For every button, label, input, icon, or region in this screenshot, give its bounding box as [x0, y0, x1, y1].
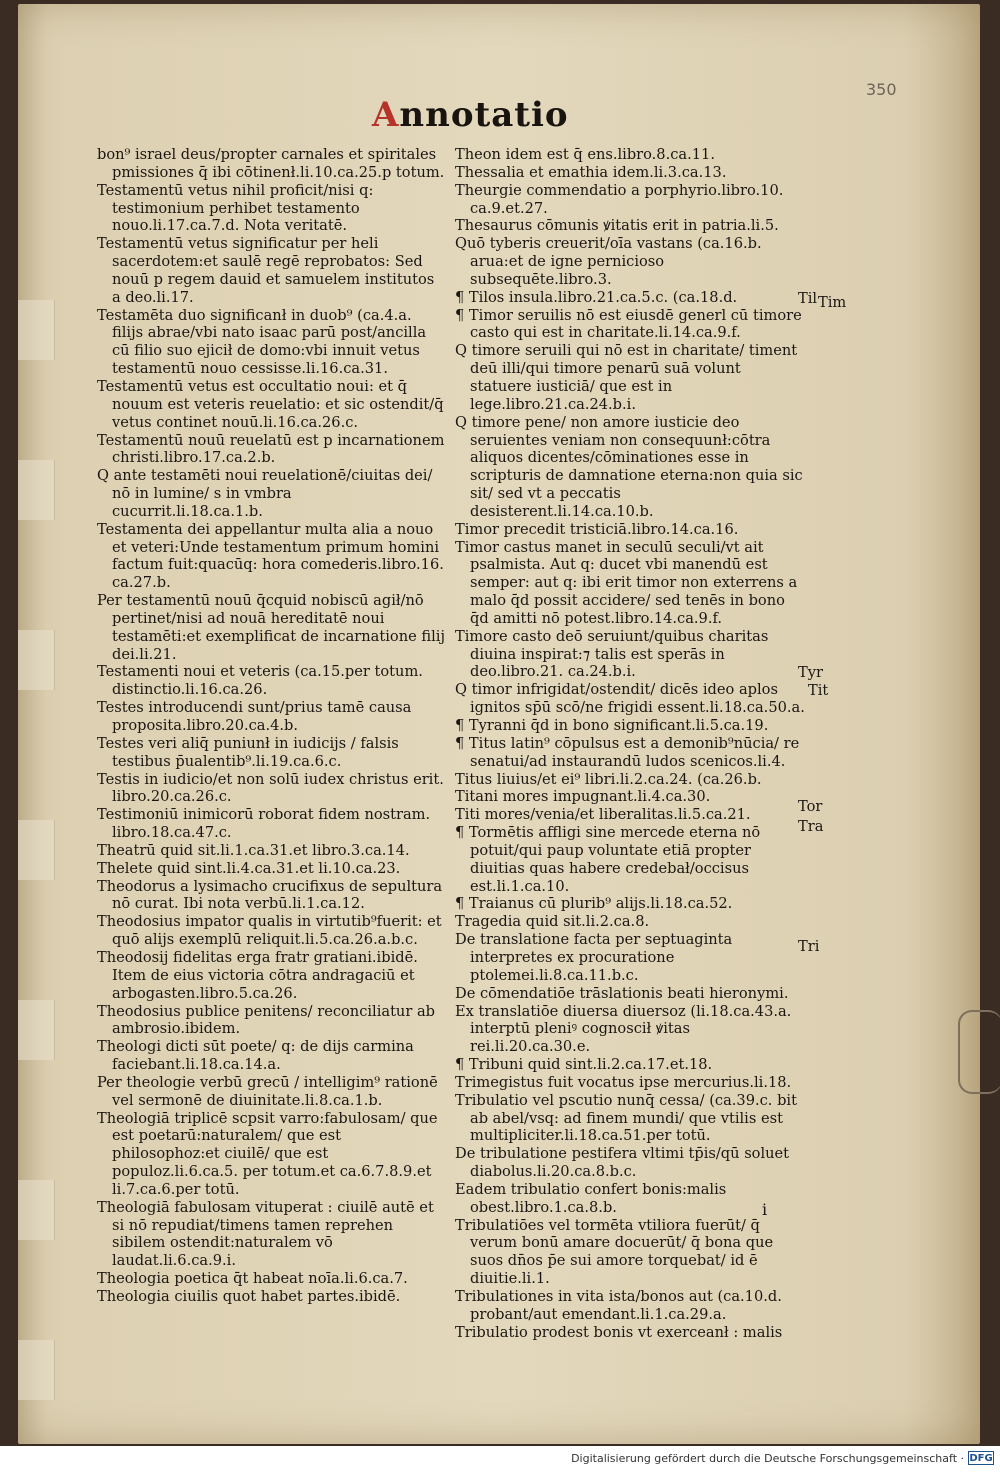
- index-column-right: [455, 146, 805, 1342]
- index-entry: Theurgie commendatio a porphyrio.libro.10. ca.9.et.27.: [455, 181, 784, 217]
- margin-note: Tra: [798, 818, 824, 835]
- index-entry: Testis in iudicio/et non solū iudex christus erit. libro.20.ca.26.c.: [97, 770, 444, 806]
- index-entry: Tribulationes in vita ista/bonos aut (ca.10.d. probant/aut emendant.li.1.ca.29.a.: [455, 1288, 782, 1323]
- index-entry: Tragedia quid sit.li.2.ca.8.: [455, 913, 650, 931]
- index-entry: Thesaurus cōmunis ꝟitatis erit in patria.li.5.: [455, 217, 779, 235]
- index-entry: ¶ Tribuni quid sint.li.2.ca.17.et.18.: [455, 1056, 713, 1074]
- index-entry: Q timore pene/ non amore iusticie deo seruientes veniam non consequunł:cōtra aliquos dicentes/cōminationes esse in scripturis de damnatione eterna:non quia sic sit/ sed vt a peccatis desisterent.li.14.ca.10.b.: [455, 413, 803, 520]
- index-entry: Titus liuius/et ei⁹ libri.li.2.ca.24. (ca.26.b.: [455, 770, 762, 788]
- index-entry: Per testamentū nouū q̄cquid nobiscū agił/nō pertinet/nisi ad nouā hereditatē noui testamēti:et exemplificat de incarnatione filij dei.li.21.: [97, 592, 445, 663]
- index-entry: Testamentū nouū reuelatū est p incarnationem christi.libro.17.ca.2.b.: [97, 431, 445, 467]
- index-entry: Testes veri aliq̄ puniunł in iudicijs / falsis testibus p̄ualentib⁹.li.19.ca.6.c.: [97, 734, 399, 770]
- index-entry: Theologia ciuilis quot habet partes.ibidē.: [97, 1288, 401, 1305]
- index-entry: Testamēta duo significanł in duob⁹ (ca.4.a. filijs abrae/vbi nato isaac parū post/ancilla cū filio suo ejicił de domo:vbi innuit vetus testamentū nouo cessisse.li.16.ca.31.: [97, 306, 427, 378]
- margin-note: Til: [798, 290, 818, 307]
- index-entry: Tribulatiōes vel tormēta vtiliora fuerūt/ q̄ verum bonū amare docuerūt/ q̄ bona que suos dn̄os p̄e sui amore torquebat/ id ē diuitie.li.1.: [455, 1216, 774, 1288]
- index-entry: ¶ Traianus cū plurib⁹ alijs.li.18.ca.52.: [455, 895, 733, 913]
- index-entry: Theologiā triplicē scpsit varro:fabulosam/ que est poetarū:naturalem/ que est philosophoz:et ciuilē/ que est populoz.li.6.ca.5. per totum.et ca.6.7.8.9.et li.7.ca.6.per totū.: [97, 1109, 438, 1198]
- index-entry: Q ante testamēti noui reuelationē/ciuitas dei/ nō in lumine/ s in vmbra cucurrit.li.18.ca.1.b.: [97, 467, 433, 520]
- index-entry: Testamentū vetus significatur per heli sacerdotem:et saulē regē reprobatos: Sed nouū p regem dauid et samuelem institutos a deo.li.17.: [97, 235, 435, 306]
- index-column-left: [97, 146, 447, 1306]
- page-tab-marker: [958, 1010, 1000, 1094]
- margin-note: Tri: [798, 938, 820, 955]
- index-entry: ¶ Timor seruilis nō est eiusdē generl cū timore casto qui est in charitate.li.14.ca.9.f.: [455, 306, 802, 342]
- index-entry: Timor castus manet in seculū seculi/vt ait psalmista. Aut q: ducet vbi manendū est semper: aut q: ibi erit timor non exterrens a malo q̄d possit accidere/ sed tenēs in bono q̄d amitti nō potest.libro.14.ca.9.f.: [455, 538, 798, 627]
- index-entry: ¶ Tormētis affligi sine mercede eterna nō potuit/qui paup voluntate etiā propter diuitias quas habere credebał/occisus est.li.1.ca.10.: [455, 824, 761, 895]
- index-entry: Theatrū quid sit.li.1.ca.31.et libro.3.ca.14.: [97, 841, 410, 859]
- index-entry: Testimoniū inimicorū roborat fidem nostram. libro.18.ca.47.c.: [97, 806, 431, 842]
- index-entry: bon⁹ israel deus/propter carnales et spiritales pmissiones q̄ ibi cōtinenł.li.10.ca.25.p totum.: [97, 146, 445, 181]
- index-entry: Testamenta dei appellantur multa alia a nouo et veteri:Unde testamentum primum homini factum fuit:quacūq: hora comederis.libro.16. ca.27.b.: [97, 520, 444, 592]
- index-entry: Theodosius publice penitens/ reconciliatur ab ambrosio.ibidem.: [97, 1002, 435, 1038]
- index-entry: De translatione facta per septuaginta interpretes ex procuratione ptolemei.li.8.ca.11.b.c.: [455, 931, 733, 984]
- index-entry: Q timor infrigidat/ostendit/ dicēs ideo aplos ignitos sp̄ū scō/ne frigidi essent.li.18.ca.50.a.: [455, 681, 805, 717]
- footer-credit: Digitalisierung gefördert durch die Deutsche Forschungsgemeinschaft ·: [571, 1452, 964, 1465]
- index-entry: Thessalia et emathia idem.li.3.ca.13.: [455, 163, 727, 181]
- margin-note: Tyr: [798, 664, 823, 681]
- signature-mark: i: [762, 1200, 768, 1219]
- index-entry: Timor precedit tristiciā.libro.14.ca.16.: [455, 520, 739, 538]
- page-number: 350: [866, 80, 897, 99]
- index-entry: Theon idem est q̄ ens.libro.8.ca.11.: [455, 146, 715, 163]
- index-entry: Timore casto deō seruiunt/quibus charitas diuina inspirat:⁊ talis est sperās in deo.libro.21. ca.24.b.i.: [455, 627, 769, 681]
- index-entry: Eadem tribulatio confert bonis:malis obest.libro.1.ca.8.b.: [455, 1180, 727, 1216]
- index-entry: Ex translatiōe diuersa diuersoz (li.18.ca.43.a. interptū pleniꝰ cognoscił ꝟitas rei.li.20.ca.30.e.: [455, 1002, 792, 1056]
- index-entry: Theodorus a lysimacho crucifixus de sepultura nō curat. Ibi nota verbū.li.1.ca.12.: [97, 877, 443, 913]
- index-entry: Testes introducendi sunt/prius tamē causa proposita.libro.20.ca.4.b.: [97, 699, 412, 734]
- binding-strips: [18, 300, 58, 1400]
- dfg-logo-icon: DFG: [969, 1453, 993, 1464]
- index-entry: De tribulatione pestifera vltimi tp̄is/qū soluet diabolus.li.20.ca.8.b.c.: [455, 1145, 790, 1181]
- index-entry: Titi mores/venia/et liberalitas.li.5.ca.21.: [455, 806, 751, 824]
- index-entry: Theodosius impator qualis in virtutib⁹fuerit: et quō alijs exemplū reliquit.li.5.ca.26.a.b.c.: [97, 913, 442, 949]
- margin-note: Tit: [808, 682, 829, 699]
- index-entry: Testamentū vetus nihil proficit/nisi q: testimonium perhibet testamento nouo.li.17.ca.7.d. Nota veritatē.: [97, 181, 374, 235]
- index-entry: Theologiā fabulosam vituperat : ciuilē autē et si nō repudiat/timens tamen reprehen sibilem ostendit:naturalem vō laudat.li.6.ca.9.i.: [97, 1198, 434, 1270]
- index-entry: ¶ Titus latin⁹ cōpulsus est a demonib⁹nūcia/ re senatui/ad instaurandū ludos scenicos.li.4.: [455, 734, 800, 770]
- index-entry: De cōmendatiōe trāslationis beati hieronymi.: [455, 984, 789, 1002]
- index-entry: Theodosij fidelitas erga fratr gratiani.ibidē. Item de eius victoria cōtra andragaciū et arbogasten.libro.5.ca.26.: [97, 948, 418, 1002]
- index-entry: Q timore seruili qui nō est in charitate/ timent deū illi/qui timore penarū suā volunt statuere iusticiā/ que est in lege.libro.21.ca.24.b.i.: [455, 342, 798, 413]
- margin-note: Tim: [818, 294, 847, 311]
- index-entry: ¶ Tyranni q̄d in bono significant.li.5.ca.19.: [455, 717, 769, 734]
- index-entry: Theologi dicti sūt poete/ q: de dijs carmina faciebant.li.18.ca.14.a.: [97, 1038, 414, 1074]
- index-entry: Thelete quid sint.li.4.ca.31.et li.10.ca.23.: [97, 859, 401, 877]
- page-heading: Annotatio: [372, 95, 569, 135]
- index-entry: Quō tyberis creuerit/oīa vastans (ca.16.b. arua:et de igne pernicioso subsequēte.libro.3.: [455, 235, 762, 288]
- index-entry: Testamentū vetus est occultatio noui: et q̄ nouum est veteris reuelatio: et sic ostendit/q̄ vetus continet nouū.li.16.ca.26.c.: [97, 377, 444, 431]
- index-entry: Titani mores impugnant.li.4.ca.30.: [455, 788, 711, 806]
- index-entry: Tribulatio vel pscutio nunq̄ cessa/ (ca.39.c. bit ab abel/vsq: ad finem mundi/ que vtilis est multipliciter.li.18.ca.51.per totū.: [455, 1091, 797, 1145]
- index-entry: Testamenti noui et veteris (ca.15.per totum. distinctio.li.16.ca.26.: [97, 663, 423, 699]
- index-entry: Tribulatio prodest bonis vt exerceanł : malis: [455, 1323, 783, 1341]
- index-entry: Trimegistus fuit vocatus ipse mercurius.li.18.: [455, 1073, 792, 1091]
- index-entry: Per theologie verbū grecū / intelligim⁹ rationē vel sermonē de diuinitate.li.8.ca.1.b.: [97, 1073, 438, 1109]
- index-entry: ¶ Tilos insula.libro.21.ca.5.c. (ca.18.d.: [455, 288, 738, 306]
- index-entry: Theologia poetica q̄t habeat noīa.li.6.ca.7.: [97, 1270, 408, 1288]
- footer-bar: [0, 1446, 1000, 1472]
- margin-note: Tor: [798, 798, 823, 815]
